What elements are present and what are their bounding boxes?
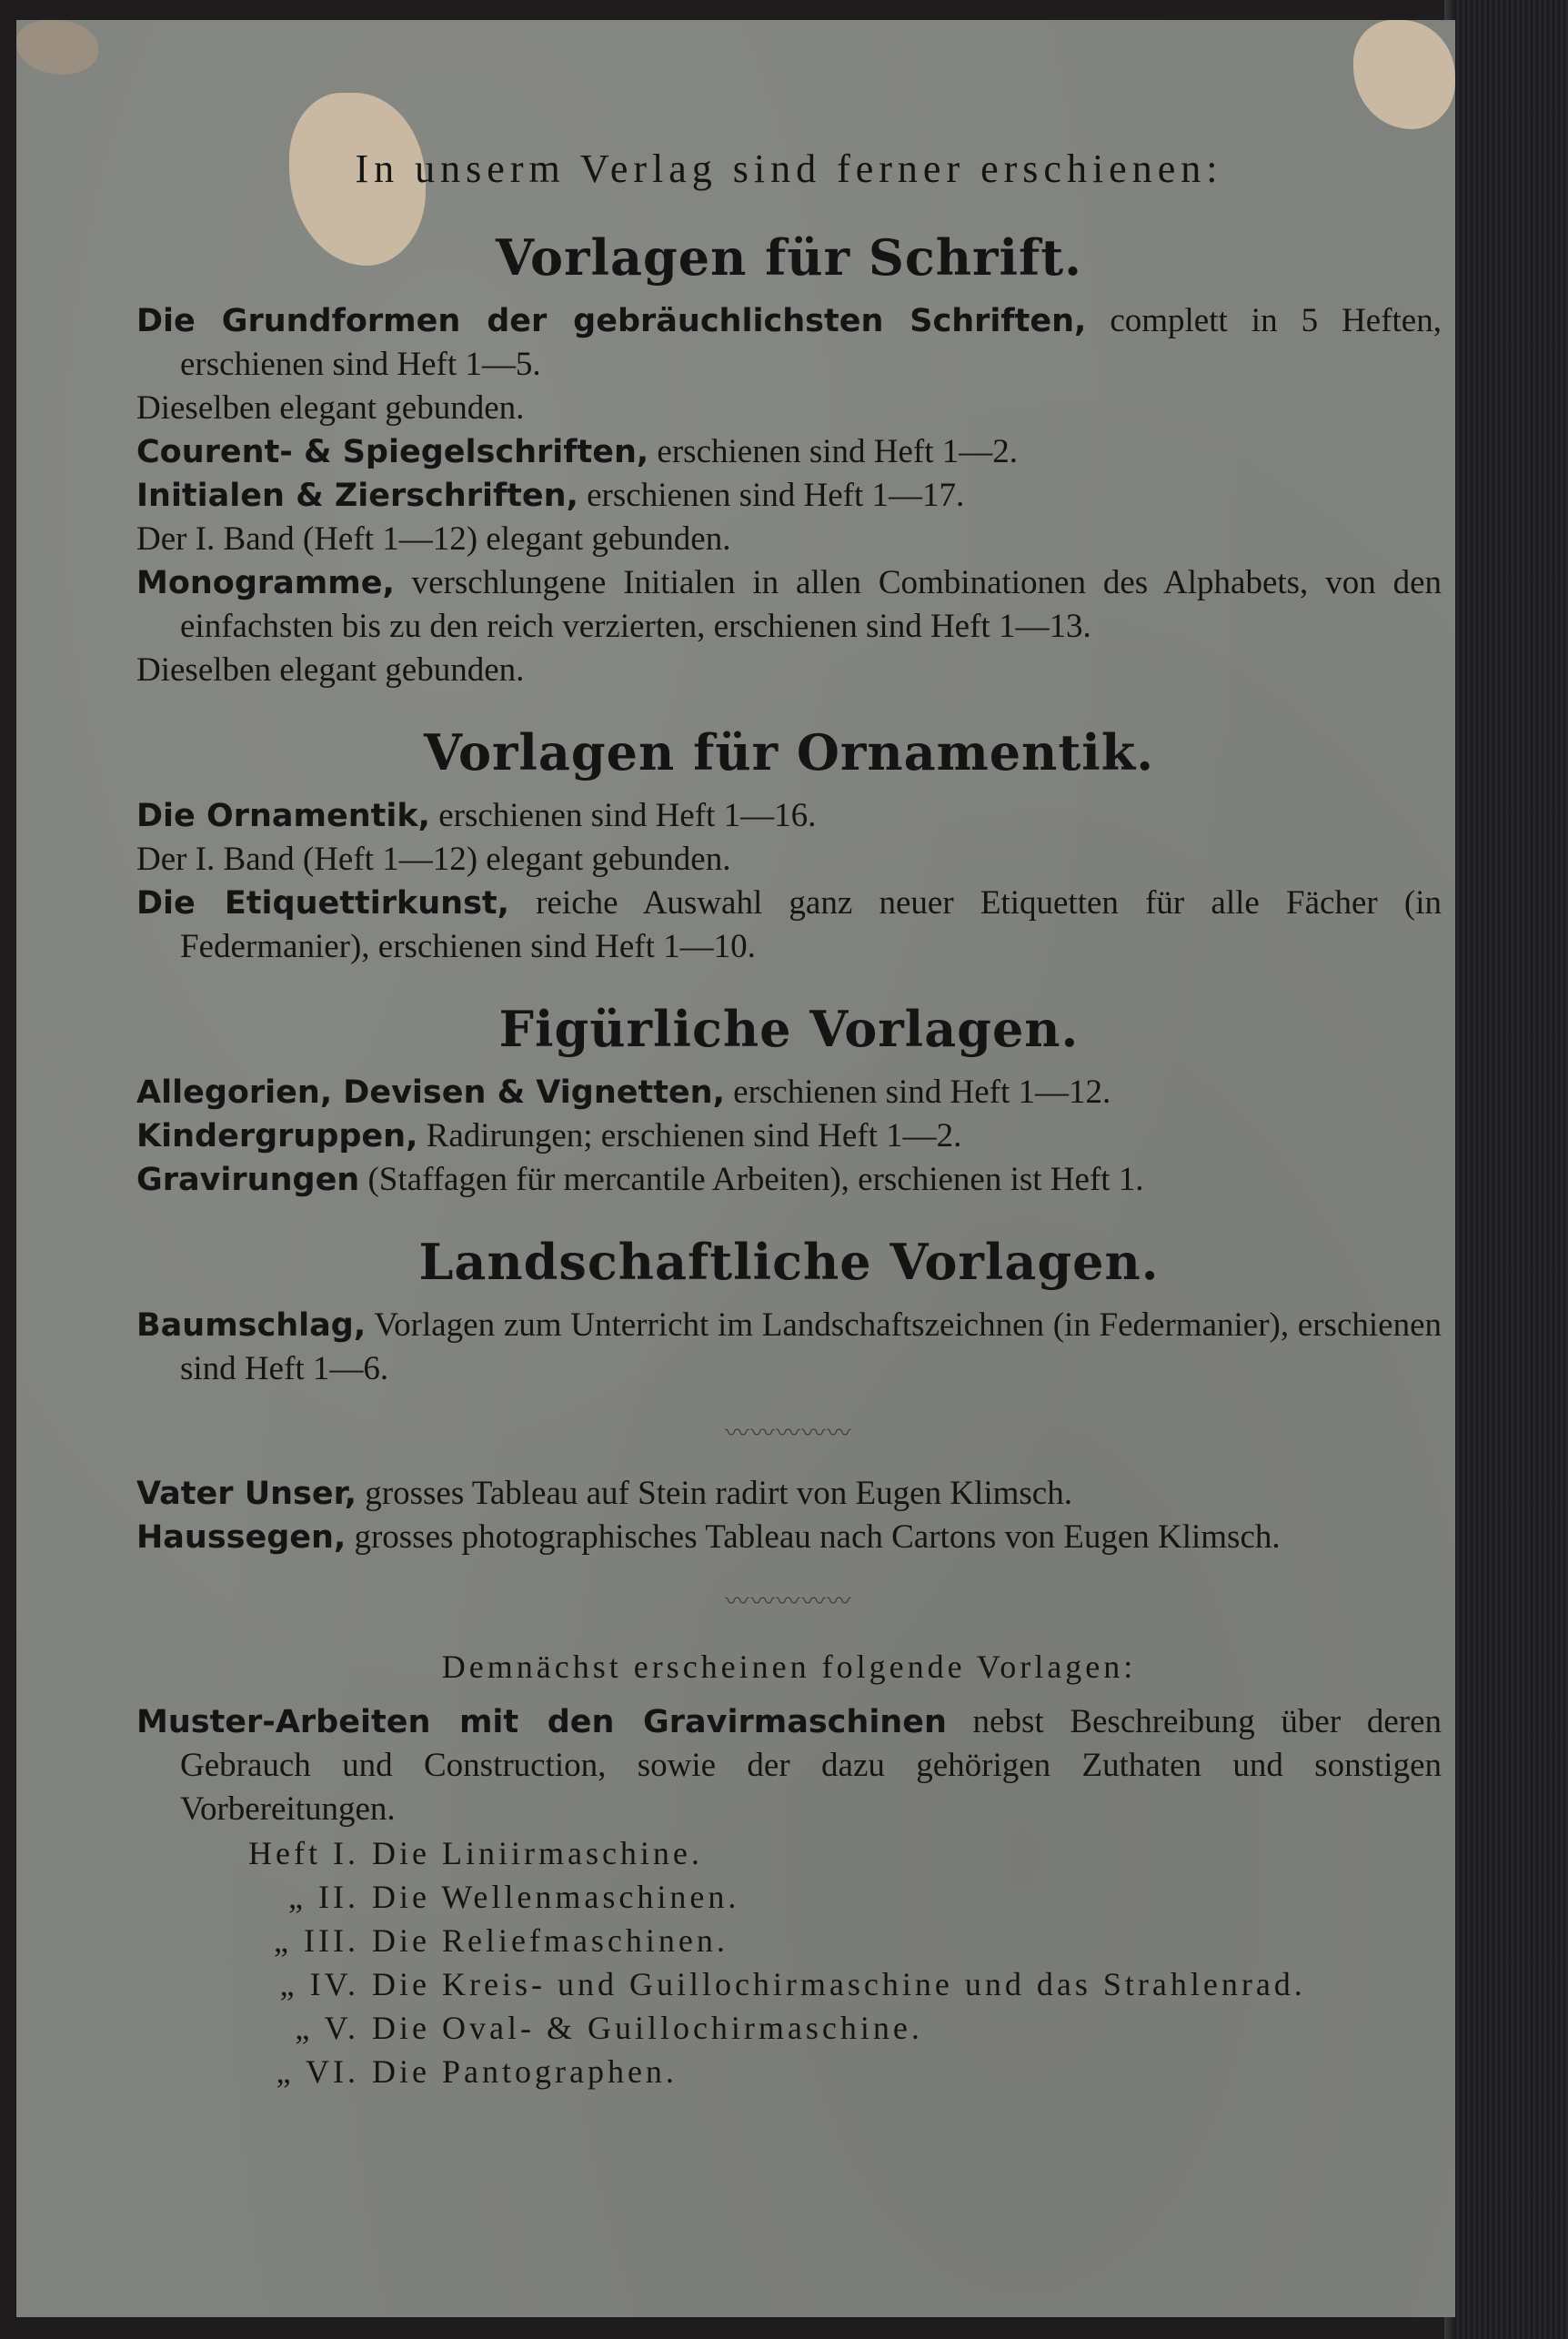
entry-text: grosses photographisches Tableau nach Cartons von Eugen Klimsch. (346, 1518, 1281, 1556)
heft-number: „ V. (295, 2010, 359, 2046)
entry (136, 794, 1442, 838)
entry (136, 1114, 1442, 1158)
section-title: Figürliche Vorlagen. (498, 1000, 1080, 1058)
section-landschaftlich (136, 1233, 1442, 1391)
entry (136, 1071, 1442, 1114)
entry (136, 1304, 1442, 1391)
section-title: Vorlagen für Ornamentik. (424, 723, 1154, 781)
entry-lead: Courent- & Spiegelschriften, (136, 434, 649, 470)
entry-text: Vorlagen zum Unterricht im Landschaftszeichnen (in Federmanier), erschienen sind Heft 1—6. (180, 1306, 1442, 1387)
list-item (136, 2050, 1442, 2093)
list-item (136, 1919, 1442, 1962)
section-schrift (136, 228, 1442, 692)
entry (136, 1516, 1442, 1559)
entry (136, 1158, 1442, 1202)
heft-title: Die Oval- & Guillochirmaschine. (372, 2010, 923, 2046)
heft-list (136, 1831, 1442, 2093)
entry-lead: Monogramme, (136, 565, 395, 601)
entry-text: (Staffagen für mercantile Arbeiten), erschienen ist Heft 1. (359, 1161, 1144, 1198)
heft-title: Die Kreis- und Guillochirmaschine und das Strahlenrad. (372, 1966, 1306, 2002)
entry-text: complett in 5 Heften, erschienen sind Heft 1—5. (180, 302, 1442, 383)
entry (136, 430, 1442, 474)
list-item (136, 2006, 1442, 2050)
heft-number: Heft I. (248, 1835, 359, 1871)
list-item (136, 1831, 1442, 1875)
entry-text: Der I. Band (Heft 1—12) elegant gebunden. (136, 841, 731, 878)
entry (136, 518, 1442, 561)
upcoming-heading: Demnächst erscheinen folgende Vorlagen: (441, 1648, 1137, 1685)
entry-lead: Die Grundformen der gebräuchlichsten Schriften, (136, 303, 1087, 339)
entry-lead: Gravirungen (136, 1162, 360, 1198)
entry (136, 882, 1442, 969)
book-spine (1455, 0, 1568, 2339)
entry (136, 838, 1442, 882)
entry-lead: Muster-Arbeiten mit den Gravirmaschinen (136, 1704, 947, 1740)
entry-lead: Allegorien, Devisen & Vignetten, (136, 1074, 725, 1111)
section-upcoming (136, 1648, 1442, 2093)
page-content (136, 146, 1442, 2093)
divider-ornament: 〰〰〰〰〰 (725, 1588, 853, 1615)
entry-text: Dieselben elegant gebunden. (136, 389, 525, 427)
intro-line: In unserm Verlag sind ferner erschienen: (355, 146, 1223, 191)
entry-text: erschienen sind Heft 1—17. (578, 477, 965, 514)
heft-title: Die Pantographen. (372, 2053, 678, 2090)
entry-text: grosses Tableau auf Stein radirt von Eugen Klimsch. (357, 1475, 1072, 1512)
heft-number: „ VI. (276, 2053, 359, 2090)
entry-text: Radirungen; erschienen sind Heft 1—2. (417, 1117, 962, 1154)
divider-ornament: 〰〰〰〰〰 (725, 1420, 853, 1447)
entry-lead: Die Ornamentik, (136, 798, 430, 834)
entry-lead: Vater Unser, (136, 1476, 357, 1512)
section-title: Vorlagen für Schrift. (496, 228, 1082, 287)
entry-lead: Initialen & Zierschriften, (136, 478, 578, 514)
heft-title: Die Reliefmaschinen. (372, 1922, 729, 1959)
entry (136, 474, 1442, 518)
entry (136, 561, 1442, 649)
entry (136, 387, 1442, 430)
entry-lead: Die Etiquettirkunst, (136, 885, 509, 922)
section-title: Landschaftliche Vorlagen. (418, 1233, 1160, 1291)
entry-text: nebst Beschreibung über deren Gebrauch und Construction, sowie der dazu gehörigen Zuthaten und sonstigen Vorbereitungen. (180, 1703, 1442, 1828)
entry-text: erschienen sind Heft 1—2. (648, 433, 1019, 470)
entry-text: Dieselben elegant gebunden. (136, 651, 525, 689)
section-ornamentik (136, 723, 1442, 969)
heft-number: „ II. (288, 1879, 359, 1915)
entry-text: erschienen sind Heft 1—16. (429, 797, 817, 834)
list-item (136, 1875, 1442, 1919)
entry (136, 1472, 1442, 1516)
heft-title: Die Liniirmaschine. (372, 1835, 703, 1871)
heft-title: Die Wellenmaschinen. (372, 1879, 740, 1915)
entry-text: reiche Auswahl ganz neuer Etiquetten für alle Fächer (in Federmanier), erschienen sind Heft 1—10. (180, 884, 1442, 965)
entry (136, 299, 1442, 387)
entry-lead: Baumschlag, (136, 1307, 367, 1344)
entry (136, 649, 1442, 692)
list-item (136, 1962, 1442, 2006)
section-figuerlich (136, 1000, 1442, 1202)
heft-number: „ IV. (279, 1966, 359, 2002)
heft-number: „ III. (274, 1922, 359, 1959)
entry-text: erschienen sind Heft 1—12. (724, 1074, 1111, 1111)
entry-lead: Haussegen, (136, 1519, 347, 1556)
entry (136, 1700, 1442, 1831)
wear-spot-top-left (16, 20, 98, 75)
wear-spot-top-right (1353, 20, 1455, 129)
entry-lead: Kindergruppen, (136, 1118, 418, 1154)
entry-text: verschlungene Initialen in allen Combinationen des Alphabets, von den einfachsten bis zu den reich verzierten, erschienen sind Heft 1—13. (180, 564, 1442, 645)
section-extras (136, 1472, 1442, 1559)
entry-text: Der I. Band (Heft 1—12) elegant gebunden. (136, 520, 731, 558)
